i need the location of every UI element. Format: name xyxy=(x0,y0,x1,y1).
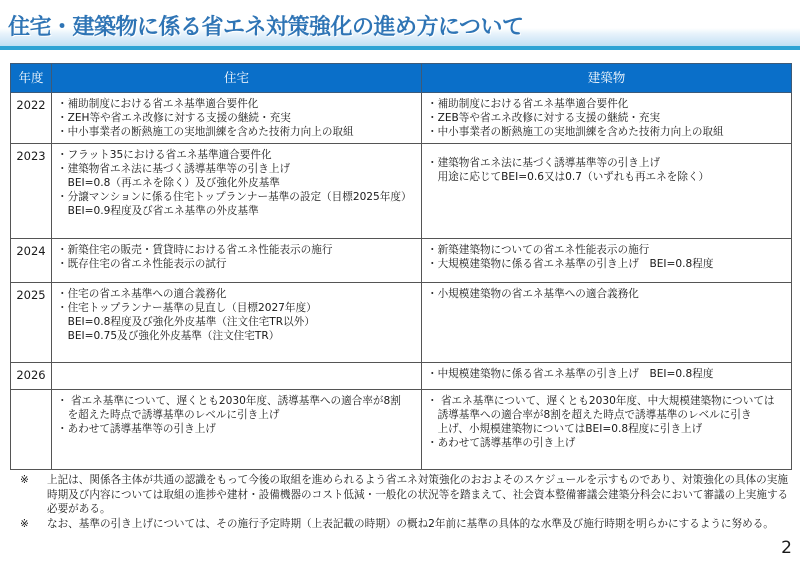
building-item: ・大規模建築物に係る省エネ基準の引き上げ BEI=0.8程度 xyxy=(427,258,714,270)
building-item: ・ 省エネ基準について、遅くとも2030年度、中大規模建築物については xyxy=(427,395,775,407)
year-cell xyxy=(11,390,52,470)
footnote xyxy=(20,473,790,517)
footnotes xyxy=(20,473,790,531)
building-item: 上げ、小規模建築物についてはBEI=0.8程度に引き上げ xyxy=(427,423,703,435)
house-cell xyxy=(52,363,422,390)
building-cell xyxy=(422,239,792,283)
building-item: ・中小事業者の断熱施工の実地訓練を含めた技術力向上の取組 xyxy=(427,126,724,138)
house-item: ・住宅の省エネ基準への適合義務化 xyxy=(57,288,227,300)
building-item: ・建築物省エネ法に基づく誘導基準等の引き上げ xyxy=(427,157,661,169)
table-row-2026 xyxy=(11,363,792,390)
table-row-future xyxy=(11,390,792,470)
house-item: ・ZEH等や省エネ改修に対する支援の継続・充実 xyxy=(57,112,291,124)
building-cell xyxy=(422,363,792,390)
house-item: BEI=0.8（再エネを除く）及び強化外皮基準 xyxy=(57,177,280,189)
house-cell xyxy=(52,239,422,283)
schedule-table xyxy=(10,63,792,470)
building-item: ・小規模建築物の省エネ基準への適合義務化 xyxy=(427,288,639,300)
table-row-2024 xyxy=(11,239,792,283)
house-item: を超えた時点で誘導基準のレベルに引き上げ xyxy=(57,409,280,421)
house-item: BEI=0.9程度及び省エネ基準の外皮基準 xyxy=(57,205,259,217)
header-house: 住宅 xyxy=(52,64,422,93)
building-item: ・補助制度における省エネ基準適合要件化 xyxy=(427,98,629,110)
building-cell xyxy=(422,390,792,470)
title-rule xyxy=(0,46,800,50)
house-cell xyxy=(52,283,422,363)
building-item: ・中規模建築物に係る省エネ基準の引き上げ BEI=0.8程度 xyxy=(427,368,714,380)
building-item: 誘導基準への適合率が8割を超えた時点で誘導基準のレベルに引き xyxy=(427,409,752,421)
footnote xyxy=(20,517,790,532)
house-item: ・既存住宅の省エネ性能表示の試行 xyxy=(57,258,227,270)
house-item: ・新築住宅の販売・賃貸時における省エネ性能表示の施行 xyxy=(57,244,333,256)
house-item: BEI=0.8程度及び強化外皮基準（注文住宅TR以外） xyxy=(57,316,315,328)
building-item: ・新築建築物についての省エネ性能表示の施行 xyxy=(427,244,650,256)
note-text: なお、基準の引き上げについては、その施行予定時期（上表記載の時期）の概ね2年前に基準の具体的な水準及び施行時期を明らかにするように努める。 xyxy=(47,517,774,530)
year-cell: 2026 xyxy=(11,363,52,390)
year-cell: 2022 xyxy=(11,93,52,144)
house-item: ・あわせて誘導基準等の引き上げ xyxy=(57,423,216,435)
note-mark: ※ xyxy=(20,517,29,530)
building-cell xyxy=(422,93,792,144)
table-row-2023 xyxy=(11,144,792,239)
house-item: BEI=0.75及び強化外皮基準（注文住宅TR） xyxy=(57,330,280,342)
house-cell xyxy=(52,93,422,144)
page-title: 住宅・建築物に係る省エネ対策強化の進め方について xyxy=(8,15,524,40)
house-cell xyxy=(52,390,422,470)
header-year: 年度 xyxy=(11,64,52,93)
note-text: 上記は、関係各主体が共通の認識をもって今後の取組を進められるよう省エネ対策強化のおおよそのスケジュールを示すものであり、対策強化の具体の実施時期及び内容については取組の進捗や建材・設備機器のコスト低減・一般化の状況等を踏まえて、社会資本整備審議会建築分科会において審議の上実施する必要がある。 xyxy=(47,474,789,515)
page-number: 2 xyxy=(781,538,792,558)
table-row-2025 xyxy=(11,283,792,363)
building-cell xyxy=(422,144,792,239)
table-row-2022 xyxy=(11,93,792,144)
building-item: 用途に応じてBEI=0.6又は0.7（いずれも再エネを除く） xyxy=(427,171,710,183)
house-item: ・補助制度における省エネ基準適合要件化 xyxy=(57,98,259,110)
spacer xyxy=(427,148,786,156)
year-cell: 2025 xyxy=(11,283,52,363)
house-cell xyxy=(52,144,422,239)
header-building: 建築物 xyxy=(422,64,792,93)
building-cell xyxy=(422,283,792,363)
house-item: ・ 省エネ基準について、遅くとも2030年度、誘導基準への適合率が8割 xyxy=(57,395,401,407)
house-item: ・住宅トップランナー基準の見直し（目標2027年度） xyxy=(57,302,317,314)
note-mark: ※ xyxy=(20,474,29,486)
house-item: ・中小事業者の断熱施工の実地訓練を含めた技術力向上の取組 xyxy=(57,126,354,138)
year-cell: 2024 xyxy=(11,239,52,283)
house-item: ・建築物省エネ法に基づく誘導基準等の引き上げ xyxy=(57,163,291,175)
house-item: ・分譲マンションに係る住宅トップランナー基準の設定（目標2025年度） xyxy=(57,191,412,203)
building-item: ・あわせて誘導基準の引き上げ xyxy=(427,437,576,449)
year-cell: 2023 xyxy=(11,144,52,239)
house-item: ・フラット35における省エネ基準適合要件化 xyxy=(57,149,272,161)
table-header-row xyxy=(11,64,792,93)
building-item: ・ZEB等や省エネ改修に対する支援の継続・充実 xyxy=(427,112,661,124)
